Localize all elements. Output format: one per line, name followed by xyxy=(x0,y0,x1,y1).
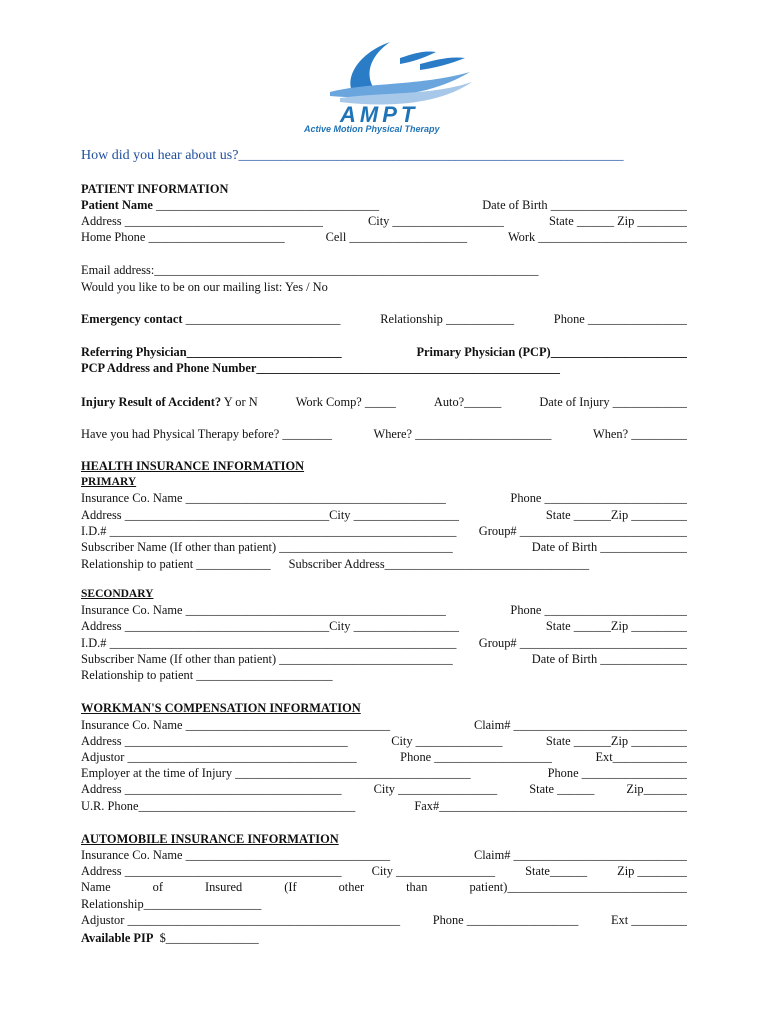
health-insurance-heading: HEALTH INSURANCE INFORMATION xyxy=(81,459,305,473)
secondary-id-row[interactable]: I.D.# ________________________________________________________ Group# ___________________________ xyxy=(81,636,687,650)
secondary-heading: SECONDARY xyxy=(81,588,154,600)
secondary-insurance-row[interactable]: Insurance Co. Name __________________________________________ Phone _______________________ xyxy=(81,603,687,617)
workman-ur-row[interactable]: U.R. Phone___________________________________ Fax#________________________________________ xyxy=(81,799,687,813)
patient-info-heading: PATIENT INFORMATION xyxy=(81,182,229,196)
workman-address-row[interactable]: Address ____________________________________ City ______________ State ______Zip _________ xyxy=(81,734,687,748)
workman-employer-row[interactable]: Employer at the time of Injury ______________________________________ Phone _________________ xyxy=(81,766,687,780)
mailing-list-row[interactable]: Would you like to be on our mailing list: Yes / No xyxy=(81,280,328,294)
prior-pt-row[interactable]: Have you had Physical Therapy before? ________ Where? ______________________ When? _________ xyxy=(81,427,687,441)
secondary-address-row[interactable]: Address _________________________________City _________________ State ______Zip _________ xyxy=(81,619,687,633)
primary-subscriber-row[interactable]: Subscriber Name (If other than patient) ____________________________ Date of Birth ______________ xyxy=(81,540,687,554)
patient-name-row[interactable]: Patient Name ____________________________________ Date of Birth ______________________ xyxy=(81,198,687,212)
primary-address-row[interactable]: Address _________________________________City _________________ State ______Zip _________ xyxy=(81,508,687,522)
emergency-contact-row[interactable]: Emergency contact _________________________ Relationship ___________ Phone ________________ xyxy=(81,312,687,326)
patient-phone-row[interactable]: Home Phone ______________________ Cell ___________________ Work ________________________ xyxy=(81,230,687,244)
logo-title: AMPT xyxy=(340,102,419,127)
email-row[interactable]: Email address:______________________________________________________________ xyxy=(81,263,539,277)
primary-relationship-row[interactable]: Relationship to patient ____________ Subscriber Address_________________________________ xyxy=(81,557,590,571)
injury-row[interactable]: Injury Result of Accident? Y or N Work Comp? _____ Auto?______ Date of Injury ____________ xyxy=(81,395,687,409)
auto-insured-row[interactable]: Name of Insured (If other than patient)_____________________________ xyxy=(81,880,687,894)
auto-address-row[interactable]: Address ___________________________________ City ________________ State______ Zip ________ xyxy=(81,864,687,878)
patient-address-row[interactable]: Address ________________________________ City __________________ State ______ Zip ________ xyxy=(81,214,687,228)
primary-insurance-row[interactable]: Insurance Co. Name __________________________________________ Phone _______________________ xyxy=(81,491,687,505)
workman-heading: WORKMAN'S COMPENSATION INFORMATION xyxy=(81,701,361,715)
physician-row[interactable]: Referring Physician_________________________ Primary Physician (PCP)______________________ xyxy=(81,345,687,359)
primary-heading: PRIMARY xyxy=(81,476,137,488)
secondary-subscriber-row[interactable]: Subscriber Name (If other than patient) ____________________________ Date of Birth ______________ xyxy=(81,652,687,666)
workman-adjustor-row[interactable]: Adjustor _____________________________________ Phone ___________________ Ext____________ xyxy=(81,750,687,764)
auto-relationship-row[interactable]: Relationship___________________ xyxy=(81,897,262,911)
primary-id-row[interactable]: I.D.# ________________________________________________________ Group# ___________________________ xyxy=(81,524,687,538)
auto-pip-row[interactable]: Available PIP $_______________ xyxy=(81,931,259,945)
auto-adjustor-row[interactable]: Adjustor ____________________________________________ Phone __________________ Ext _________ xyxy=(81,913,687,927)
pcp-row[interactable]: PCP Address and Phone Number_________________________________________________ xyxy=(81,361,560,375)
secondary-relationship-row[interactable]: Relationship to patient ______________________ xyxy=(81,668,333,682)
logo-subtitle: Active Motion Physical Therapy xyxy=(304,124,440,134)
workman-insurance-row[interactable]: Insurance Co. Name _________________________________ Claim# ____________________________ xyxy=(81,718,687,732)
auto-insurance-row[interactable]: Insurance Co. Name _________________________________ Claim# ____________________________ xyxy=(81,848,687,862)
auto-heading: AUTOMOBILE INSURANCE INFORMATION xyxy=(81,832,339,846)
workman-address2-row[interactable]: Address ___________________________________ City ________________ State ______ Zip_______ xyxy=(81,782,687,796)
hear-about-us-field[interactable]: How did you hear about us?_______________________________________________________ xyxy=(81,148,624,163)
